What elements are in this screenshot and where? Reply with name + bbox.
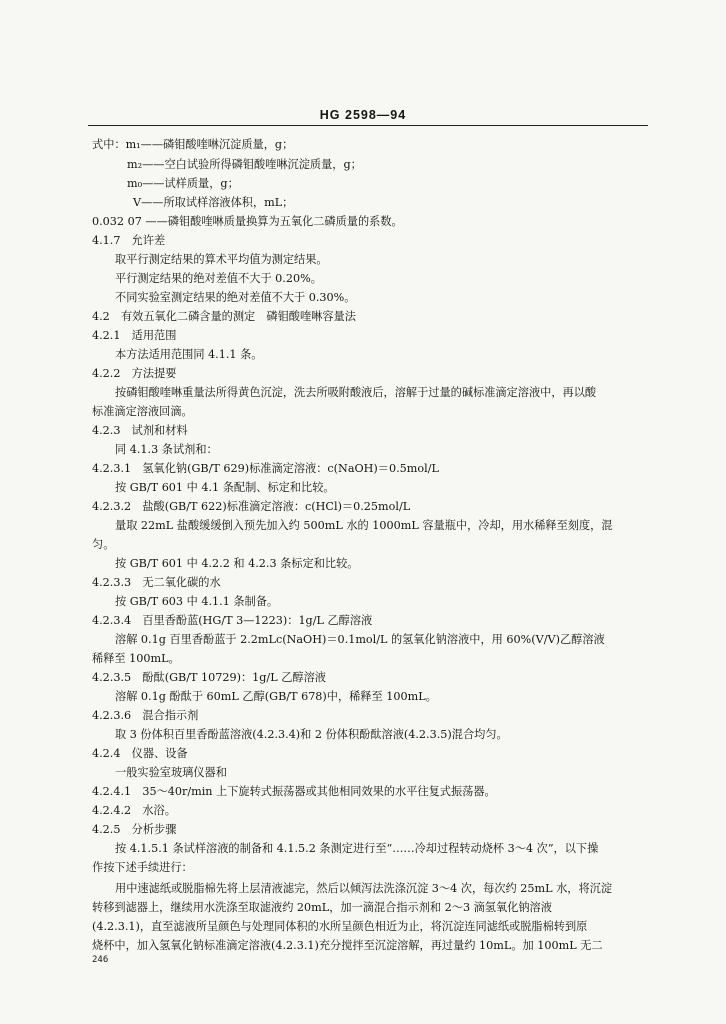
text-line: 取 3 份体积百里香酚蓝溶液(4.2.3.4)和 2 份体积酚酞溶液(4.2.3.5)混合均匀。 <box>115 728 508 741</box>
text-line: 同 4.1.3 条试剂和： <box>115 443 218 456</box>
section-heading: 4.2.2 方法提要 <box>92 367 177 380</box>
text-line: m₂——空白试验所得磷钼酸喹啉沉淀质量，g； <box>127 158 362 171</box>
text-line: 取平行测定结果的算术平均值为测定结果。 <box>115 253 328 266</box>
running-header: HG 2598—94 <box>319 108 407 122</box>
text-line: 平行测定结果的绝对差值不大于 0.20%。 <box>115 272 322 285</box>
text-line: 按 GB/T 601 中 4.2.2 和 4.2.3 条标定和比较。 <box>115 557 359 570</box>
section-heading: 4.2 有效五氧化二磷含量的测定 磷钼酸喹啉容量法 <box>92 310 356 323</box>
section-heading: 4.2.4.1 35～40r/min 上下旋转式振荡器或其他相同效果的水平往复式振荡器。 <box>92 785 496 798</box>
section-heading: 4.2.3.3 无二氧化碳的水 <box>92 576 221 589</box>
header-rule <box>88 125 648 126</box>
section-heading: 4.2.3.4 百里香酚蓝(HG/T 3—1223)：1g/L 乙醇溶液 <box>92 614 373 627</box>
text-line: V——所取试样溶液体积，mL； <box>133 196 294 209</box>
text-line: 不同实验室测定结果的绝对差值不大于 0.30%。 <box>115 291 356 304</box>
text-line: 量取 22mL 盐酸缓缓倒入预先加入约 500mL 水的 1000mL 容量瓶中，冷却，用水稀释至刻度，混 <box>115 519 613 532</box>
text-line: 匀。 <box>92 538 115 551</box>
text-line: 一般实验室玻璃仪器和 <box>115 766 227 779</box>
section-heading: 4.2.3.5 酚酞(GB/T 10729)：1g/L 乙醇溶液 <box>92 671 326 684</box>
section-heading: 4.1.7 允许差 <box>92 234 166 247</box>
text-line: 0.032 07 ——磷钼酸喹啉质量换算为五氧化二磷质量的系数。 <box>92 215 403 228</box>
section-heading: 4.2.3.2 盐酸(GB/T 622)标准滴定溶液：c(HCl)＝0.25mol/L <box>92 500 411 513</box>
text-line: m₀——试样质量，g； <box>127 177 239 190</box>
text-line: 烧杯中，加入氢氧化钠标准滴定溶液(4.2.3.1)充分搅拌至沉淀溶解，再过量约 10mL。加 100mL 无二 <box>92 939 603 952</box>
text-line: (4.2.3.1)，直至滤液所呈颜色与处理同体积的水所呈颜色相近为止，将沉淀连同滤纸或脱脂棉转到原 <box>92 920 588 933</box>
section-heading: 4.2.5 分析步骤 <box>92 823 177 836</box>
text-line: 按 4.1.5.1 条试样溶液的制备和 4.1.5.2 条测定进行至“……冷却过程转动烧杯 3～4 次”，以下操 <box>115 842 599 855</box>
text-line: 按 GB/T 601 中 4.1 条配制、标定和比较。 <box>115 481 335 494</box>
section-heading: 4.2.3 试剂和材料 <box>92 424 188 437</box>
text-line: 转移到滤器上，继续用水洗涤至取滤液约 20mL，加一滴混合指示剂和 2～3 滴氢氧化钠溶液 <box>92 901 552 914</box>
text-line: 溶解 0.1g 百里香酚蓝于 2.2mLc(NaOH)＝0.1mol/L 的氢氧化钠溶液中，用 60%(V/V)乙醇溶液 <box>115 633 605 646</box>
section-heading: 4.2.1 适用范围 <box>92 329 177 342</box>
section-heading: 4.2.4 仪器、设备 <box>92 747 188 760</box>
text-line: 本方法适用范围同 4.1.1 条。 <box>115 348 263 361</box>
section-heading: 4.2.4.2 水浴。 <box>92 804 176 817</box>
text-line: 式中：m₁——磷钼酸喹啉沉淀质量，g； <box>92 138 294 151</box>
page-number: 246 <box>92 955 109 965</box>
text-line: 按磷钼酸喹啉重量法所得黄色沉淀，洗去所吸附酸液后，溶解于过量的碱标准滴定溶液中，再以酸 <box>115 386 597 399</box>
text-line: 用中速滤纸或脱脂棉先将上层清液滤完，然后以倾泻法洗涤沉淀 3～4 次，每次约 25mL 水，将沉淀 <box>115 882 613 895</box>
text-line: 按 GB/T 603 中 4.1.1 条制备。 <box>115 595 279 608</box>
text-line: 稀释至 100mL。 <box>92 652 180 665</box>
section-heading: 4.2.3.6 混合指示剂 <box>92 709 199 722</box>
text-line: 作按下述手续进行： <box>92 861 193 874</box>
text-line: 标准滴定溶液回滴。 <box>92 405 193 418</box>
section-heading: 4.2.3.1 氢氧化钠(GB/T 629)标准滴定溶液：c(NaOH)＝0.5mol/L <box>92 462 439 475</box>
text-line: 溶解 0.1g 酚酞于 60mL 乙醇(GB/T 678)中，稀释至 100mL。 <box>115 690 437 703</box>
